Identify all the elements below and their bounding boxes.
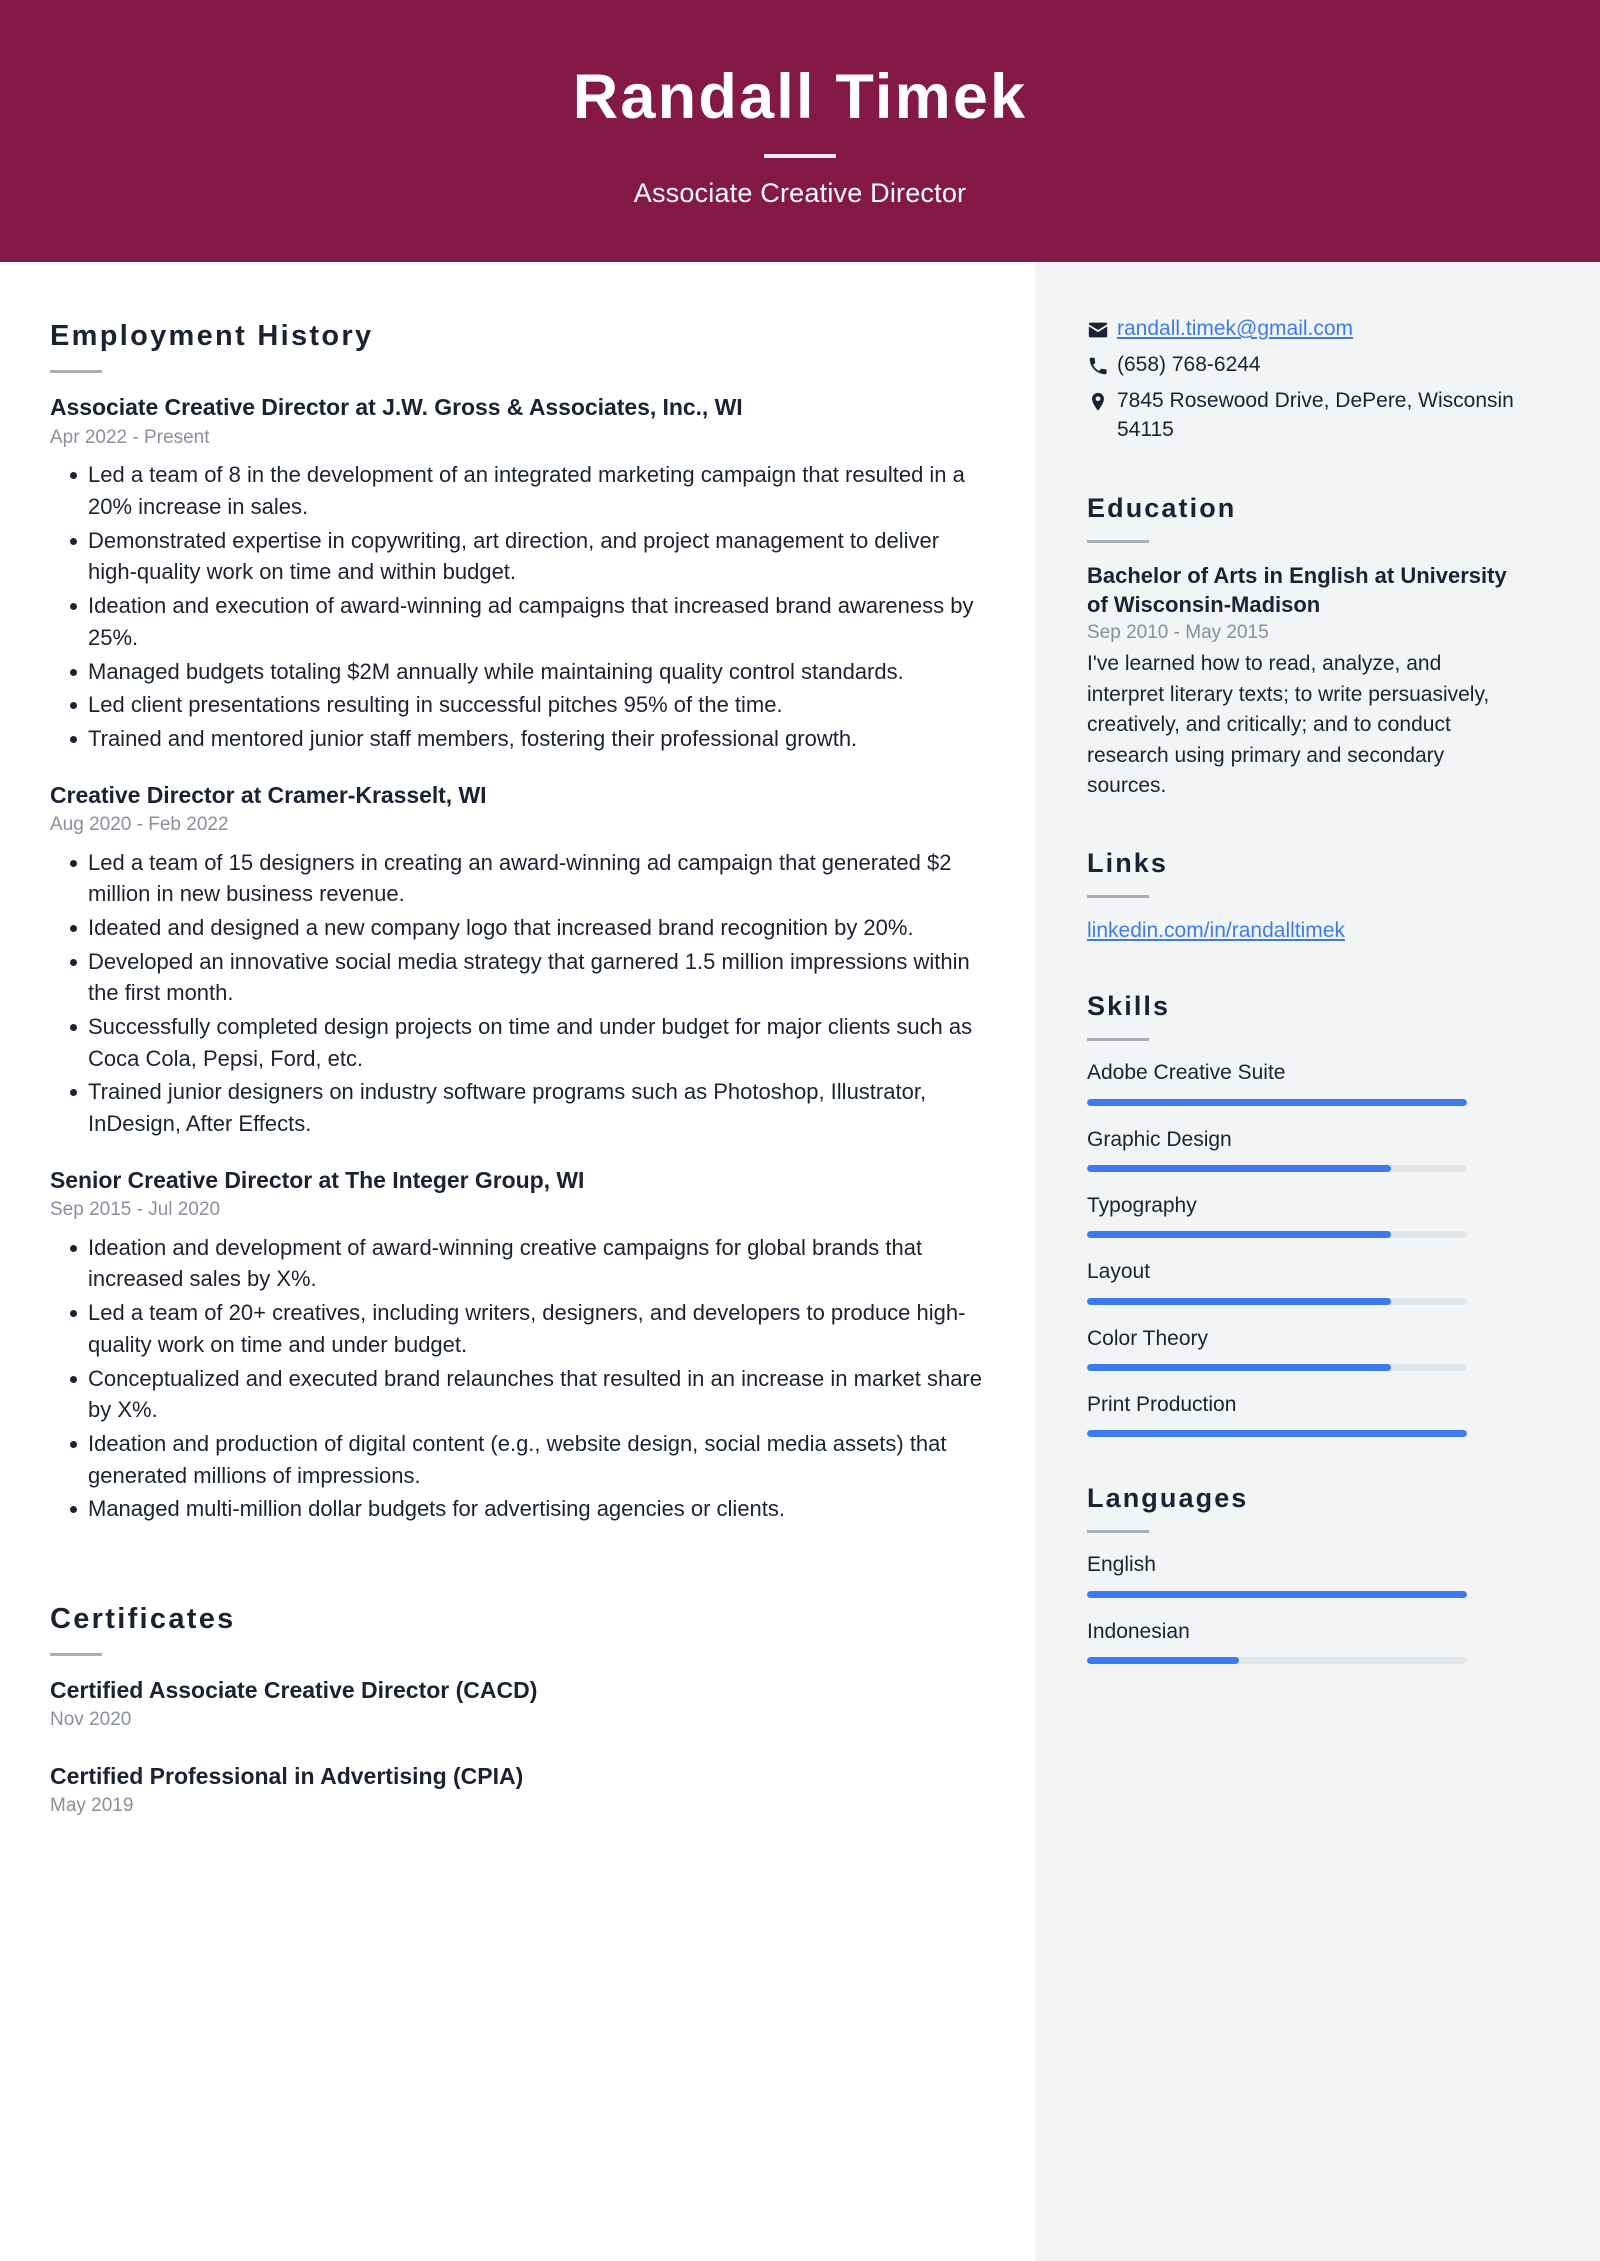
education-date: Sep 2010 - May 2015 xyxy=(1087,622,1269,644)
language-item-bar-fill xyxy=(1087,1657,1239,1664)
employment-bullet: Ideation and development of award-winning creative campaigns for global brands that increased sales by X%. xyxy=(50,1232,983,1295)
resume-header xyxy=(0,0,1600,262)
languages-section xyxy=(1087,1483,1520,1664)
section-divider xyxy=(50,1653,102,1656)
language-item-label: Indonesian xyxy=(1087,1619,1190,1643)
skill-item-label: Color Theory xyxy=(1087,1326,1208,1350)
links-list xyxy=(1087,916,1520,946)
skill-item-label: Adobe Creative Suite xyxy=(1087,1061,1286,1085)
contact-info xyxy=(1087,314,1520,445)
links-section xyxy=(1087,848,1520,946)
section-divider xyxy=(1087,1530,1149,1533)
employment-history-section xyxy=(50,320,983,1525)
employment-bullet: Trained junior designers on industry software programs such as Photoshop, Illustrator, InDesign, After Effects. xyxy=(50,1076,983,1139)
language-item xyxy=(1087,1618,1520,1664)
certificate-title: Certified Associate Creative Director (CACD) xyxy=(50,1677,538,1704)
main-column xyxy=(0,262,1035,2261)
section-divider xyxy=(1087,1038,1149,1041)
language-item-bar-fill xyxy=(1087,1591,1467,1598)
contact-address-row xyxy=(1087,386,1520,446)
employment-bullet: Led client presentations resulting in successful pitches 95% of the time. xyxy=(50,689,983,721)
envelope-icon xyxy=(1087,314,1117,341)
education-description: I've learned how to read, analyze, and interpret literary texts; to write persuasively, creatively, and critically; and to conduct research using primary and secondary sources. xyxy=(1087,652,1490,798)
language-item-label: English xyxy=(1087,1553,1156,1577)
section-divider xyxy=(1087,540,1149,543)
certificates-section xyxy=(50,1603,983,1817)
education-heading: Education xyxy=(1087,493,1237,524)
certificate-title: Certified Professional in Advertising (CPIA) xyxy=(50,1763,524,1790)
employment-entry-date: Apr 2022 - Present xyxy=(50,426,210,448)
skill-item-bar-fill xyxy=(1087,1364,1391,1371)
employment-bullet: Trained and mentored junior staff members, fostering their professional growth. xyxy=(50,723,983,755)
skills-section xyxy=(1087,991,1520,1437)
skill-item xyxy=(1087,1059,1520,1105)
skill-item-bar-fill xyxy=(1087,1298,1391,1305)
contact-address-text: 7845 Rosewood Drive, DePere, Wisconsin 54115 xyxy=(1117,388,1514,442)
employment-bullet-list xyxy=(50,459,983,754)
certificate-item xyxy=(50,1676,983,1731)
skill-item-bar-track xyxy=(1087,1231,1467,1238)
employment-entry-date: Sep 2015 - Jul 2020 xyxy=(50,1199,221,1221)
certificate-date: Nov 2020 xyxy=(50,1709,132,1731)
languages-heading: Languages xyxy=(1087,1483,1249,1514)
skill-item-bar-track xyxy=(1087,1364,1467,1371)
skill-item-bar-track xyxy=(1087,1430,1467,1437)
skill-item-label: Print Production xyxy=(1087,1392,1237,1416)
skill-item-bar-track xyxy=(1087,1298,1467,1305)
skills-heading: Skills xyxy=(1087,991,1171,1022)
skill-item xyxy=(1087,1325,1520,1371)
section-divider xyxy=(50,370,102,373)
skill-item xyxy=(1087,1391,1520,1437)
education-section xyxy=(1087,493,1520,801)
resume-body xyxy=(0,262,1600,2261)
profile-link[interactable]: linkedin.com/in/randalltimek xyxy=(1087,918,1345,942)
employment-entry xyxy=(50,393,983,754)
certificates-heading: Certificates xyxy=(50,1602,236,1635)
employment-bullet: Conceptualized and executed brand relaunches that resulted in an increase in market share by X%. xyxy=(50,1363,983,1426)
employment-entry-list xyxy=(50,393,983,1525)
section-divider xyxy=(1087,895,1149,898)
employment-entry-title: Creative Director at Cramer-Krasselt, WI xyxy=(50,781,487,808)
skill-item-label: Graphic Design xyxy=(1087,1127,1232,1151)
employment-bullet: Led a team of 8 in the development of an integrated marketing campaign that resulted in a 20% increase in sales. xyxy=(50,459,983,522)
employment-bullet: Managed budgets totaling $2M annually while maintaining quality control standards. xyxy=(50,656,983,688)
skill-item xyxy=(1087,1192,1520,1238)
employment-bullet: Ideation and production of digital content (e.g., website design, social media assets) that generated millions of impressions. xyxy=(50,1428,983,1491)
skill-item-bar-fill xyxy=(1087,1165,1391,1172)
contact-email-row xyxy=(1087,314,1520,344)
employment-bullet-list xyxy=(50,847,983,1140)
location-pin-icon xyxy=(1087,386,1117,413)
certificate-date: May 2019 xyxy=(50,1794,134,1816)
employment-bullet-list xyxy=(50,1232,983,1525)
candidate-job-title: Associate Creative Director xyxy=(633,177,967,208)
employment-entry xyxy=(50,1166,983,1525)
skill-item xyxy=(1087,1258,1520,1304)
skill-item-bar-track xyxy=(1087,1099,1467,1106)
employment-entry-title: Associate Creative Director at J.W. Gross & Associates, Inc., WI xyxy=(50,394,743,421)
certificate-list xyxy=(50,1676,983,1817)
contact-phone-text: (658) 768-6244 xyxy=(1117,352,1261,376)
skill-item-bar-fill xyxy=(1087,1231,1391,1238)
header-divider xyxy=(764,154,836,158)
contact-email-link[interactable]: randall.timek@gmail.com xyxy=(1117,317,1354,340)
certificate-item xyxy=(50,1762,983,1817)
phone-icon xyxy=(1087,350,1117,377)
skill-item-bar-fill xyxy=(1087,1099,1467,1106)
skill-item-bar-fill xyxy=(1087,1430,1467,1437)
contact-phone-row xyxy=(1087,350,1520,380)
employment-entry xyxy=(50,781,983,1140)
employment-entry-title: Senior Creative Director at The Integer Group, WI xyxy=(50,1166,585,1193)
sidebar-column xyxy=(1035,262,1600,2261)
skill-item-bar-track xyxy=(1087,1165,1467,1172)
employment-history-heading: Employment History xyxy=(50,320,374,352)
skill-item-label: Typography xyxy=(1087,1194,1197,1218)
employment-bullet: Led a team of 20+ creatives, including writers, designers, and developers to produce high-quality work on time and under budget. xyxy=(50,1297,983,1360)
employment-bullet: Developed an innovative social media strategy that garnered 1.5 million impressions within the first month. xyxy=(50,946,983,1009)
language-item-bar-track xyxy=(1087,1657,1467,1664)
skill-item-label: Layout xyxy=(1087,1260,1151,1284)
employment-bullet: Led a team of 15 designers in creating an award-winning ad campaign that generated $2 million in new business revenue. xyxy=(50,847,983,910)
education-degree: Bachelor of Arts in English at University of Wisconsin-Madison xyxy=(1087,563,1507,618)
skill-item xyxy=(1087,1126,1520,1172)
employment-bullet: Demonstrated expertise in copywriting, art direction, and project management to deliver high-quality work on time and within budget. xyxy=(50,525,983,588)
language-item xyxy=(1087,1551,1520,1597)
employment-bullet: Ideation and execution of award-winning ad campaigns that increased brand awareness by 25%. xyxy=(50,590,983,653)
candidate-name: Randall Timek xyxy=(572,62,1028,133)
links-heading: Links xyxy=(1087,847,1169,878)
employment-bullet: Successfully completed design projects on time and under budget for major clients such as Coca Cola, Pepsi, Ford, etc. xyxy=(50,1011,983,1074)
language-item-bar-track xyxy=(1087,1591,1467,1598)
employment-bullet: Ideated and designed a new company logo that increased brand recognition by 20%. xyxy=(50,912,983,944)
employment-entry-date: Aug 2020 - Feb 2022 xyxy=(50,813,229,835)
employment-bullet: Managed multi-million dollar budgets for advertising agencies or clients. xyxy=(50,1493,983,1525)
languages-list xyxy=(1087,1551,1520,1664)
skills-list xyxy=(1087,1059,1520,1437)
